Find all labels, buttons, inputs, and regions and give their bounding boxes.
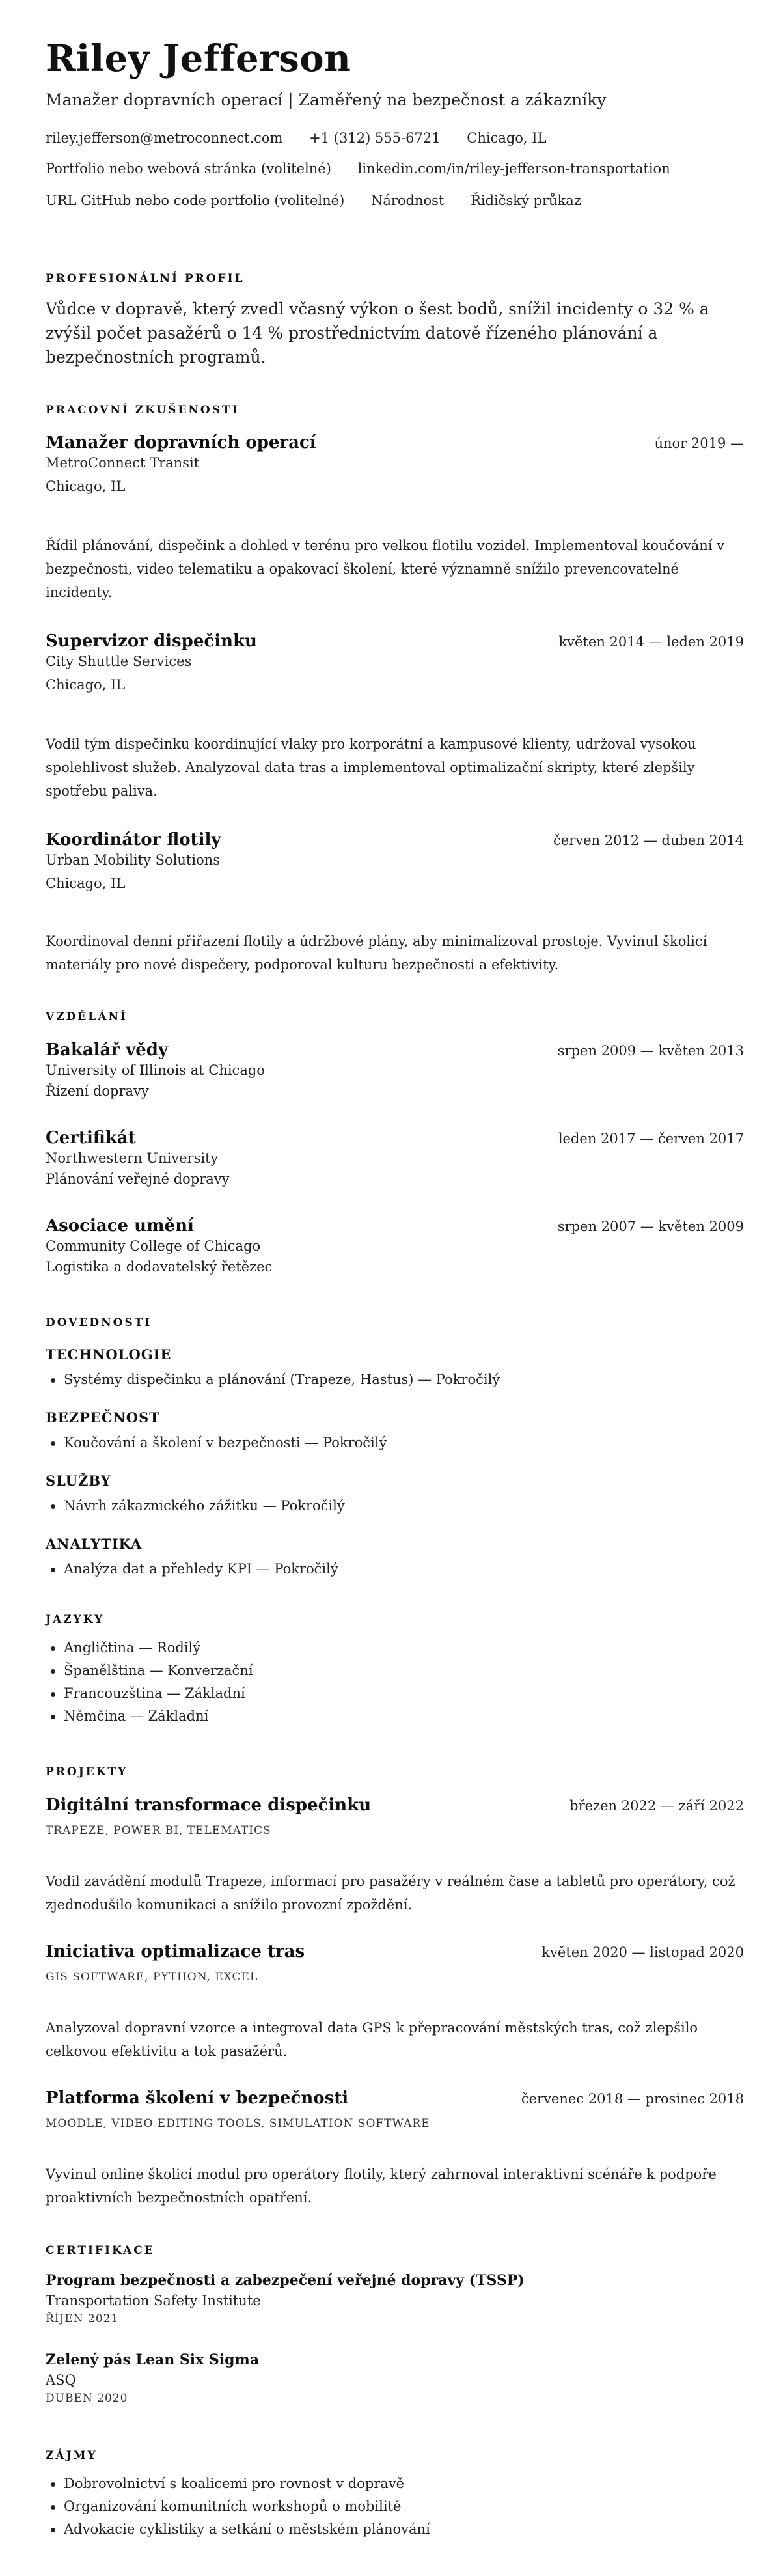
- certification-issuer: Transportation Safety Institute: [46, 2293, 261, 2308]
- school-name: Northwestern University: [46, 1150, 219, 1166]
- job-entry: [46, 433, 744, 494]
- certification-issuer: ASQ: [46, 2372, 76, 2388]
- job-company: Urban Mobility Solutions: [46, 852, 220, 868]
- project-dates: červenec 2018 — prosinec 2018: [521, 2091, 744, 2107]
- skill-list: [46, 1432, 387, 1454]
- degree-title: Bakalář vědy: [46, 1040, 169, 1060]
- skills-heading: DOVEDNOSTI: [46, 1316, 152, 1329]
- skill-group-name: BEZPEČNOST: [46, 1409, 160, 1426]
- job-description: Koordinoval denní přiřazení flotily a údržbové plány, aby minimalizoval prostoje. Vyvinul školicí materiály pro nové dispečery, podporoval kulturu bezpečnosti a efektivity.: [46, 934, 707, 973]
- certification-date: ŘÍJEN 2021: [46, 2312, 119, 2325]
- skill-list: [46, 1558, 338, 1581]
- study-field: Logistika a dodavatelský řetězec: [46, 1259, 273, 1275]
- skill-group-name: TECHNOLOGIE: [46, 1346, 172, 1363]
- contact-nationality: Národnost: [370, 193, 445, 208]
- project-title: Platforma školení v bezpečnosti: [46, 2088, 349, 2108]
- project-entry: [46, 1942, 744, 1984]
- job-location: Chicago, IL: [46, 677, 126, 693]
- job-location: Chicago, IL: [46, 876, 126, 891]
- contact-location: Chicago, IL: [467, 130, 547, 146]
- project-title: Digitální transformace dispečinku: [46, 1795, 372, 1815]
- contact-phone[interactable]: +1 (312) 555-6721: [309, 130, 441, 146]
- study-field: Plánování veřejné dopravy: [46, 1171, 230, 1187]
- project-tags: TRAPEZE, POWER BI, TELEMATICS: [46, 1824, 271, 1837]
- candidate-headline: Manažer dopravních operací | Zaměřený na bezpečnost a zákazníky: [46, 90, 607, 109]
- education-dates: leden 2017 — červen 2017: [558, 1131, 744, 1146]
- contact-line-1: [46, 130, 569, 146]
- interest-item: Dobrovolnictví s koalicemi pro rovnost v dopravě: [64, 2472, 430, 2495]
- project-tags: GIS SOFTWARE, PYTHON, EXCEL: [46, 1971, 258, 1984]
- project-dates: květen 2020 — listopad 2020: [541, 1945, 744, 1960]
- certification-date: DUBEN 2020: [46, 2392, 128, 2405]
- job-title: Koordinátor flotily: [46, 830, 221, 850]
- degree-title: Asociace umění: [46, 1216, 194, 1236]
- experience-heading: PRACOVNÍ ZKUŠENOSTI: [46, 404, 240, 417]
- project-tags: MOODLE, VIDEO EDITING TOOLS, SIMULATION SOFTWARE: [46, 2117, 430, 2130]
- job-entry: [46, 631, 744, 693]
- project-entry: [46, 1795, 744, 1837]
- interest-item: Organizování komunitních workshopů o mobilitě: [64, 2495, 430, 2518]
- job-company: MetroConnect Transit: [46, 455, 200, 471]
- job-description: Vodil tým dispečinku koordinující vlaky pro korporátní a kampusové klienty, udržoval vysokou spolehlivost služeb. Analyzoval data tras a implementoval optimalizační skripty, které zlepšily spotřebu paliva.: [46, 736, 696, 799]
- projects-heading: PROJEKTY: [46, 1766, 128, 1779]
- contact-line-3: [46, 193, 603, 208]
- language-item: Francouzština — Základní: [64, 1682, 253, 1705]
- interest-item: Advokacie cyklistiky a setkání o městském plánování: [64, 2518, 430, 2541]
- education-dates: srpen 2009 — květen 2013: [557, 1043, 744, 1059]
- job-dates: únor 2019 —: [654, 436, 744, 451]
- job-company: City Shuttle Services: [46, 654, 192, 669]
- skill-list: [46, 1495, 345, 1517]
- school-name: Community College of Chicago: [46, 1238, 261, 1254]
- skill-group-name: ANALYTIKA: [46, 1536, 143, 1552]
- profile-heading: PROFESIONÁLNÍ PROFIL: [46, 272, 245, 285]
- skill-list: [46, 1368, 500, 1391]
- certification-title: Zelený pás Lean Six Sigma: [46, 2351, 260, 2368]
- languages-heading: JAZYKY: [46, 1613, 105, 1626]
- job-description: Řídil plánování, dispečink a dohled v terénu pro velkou flotilu vozidel. Implementoval koučování v bezpečnosti, video telematiku a opakovací školení, které významně snížilo prevencovatelné incidenty.: [46, 538, 725, 600]
- job-dates: červen 2012 — duben 2014: [553, 833, 744, 848]
- job-title: Manažer dopravních operací: [46, 433, 316, 452]
- candidate-name: Riley Jefferson: [46, 37, 351, 80]
- project-title: Iniciativa optimalizace tras: [46, 1942, 305, 1961]
- certifications-heading: CERTIFIKACE: [46, 2244, 155, 2257]
- school-name: University of Illinois at Chicago: [46, 1062, 265, 1078]
- language-item: Španělština — Konverzační: [64, 1659, 253, 1682]
- interest-list: [46, 2472, 430, 2541]
- job-entry: [46, 830, 744, 891]
- contact-linkedin[interactable]: linkedin.com/in/riley-jefferson-transportation: [357, 161, 670, 176]
- interests-heading: ZÁJMY: [46, 2449, 98, 2462]
- education-entry: [46, 1128, 744, 1187]
- language-item: Němčina — Základní: [64, 1705, 253, 1728]
- skill-item: Návrh zákaznického zážitku — Pokročilý: [64, 1495, 345, 1517]
- job-title: Supervizor dispečinku: [46, 631, 257, 651]
- project-description: Vyvinul online školicí modul pro operátory flotily, který zahrnoval interaktivní scénáře k podpoře proaktivních bezpečnostních opatření.: [46, 2167, 717, 2206]
- job-location: Chicago, IL: [46, 478, 126, 494]
- skill-item: Analýza dat a přehledy KPI — Pokročilý: [64, 1558, 338, 1581]
- contact-github[interactable]: URL GitHub nebo code portfolio (volitelné): [46, 193, 345, 208]
- language-item: Angličtina — Rodilý: [64, 1637, 253, 1659]
- contact-email[interactable]: riley.jefferson@metroconnect.com: [46, 130, 283, 146]
- project-description: Vodil zavádění modulů Trapeze, informací pro pasažéry v reálném čase a tabletů pro operátory, což zjednodušilo komunikaci a snížilo provozní zpoždění.: [46, 1874, 735, 1913]
- skill-item: Systémy dispečinku a plánování (Trapeze, Hastus) — Pokročilý: [64, 1368, 500, 1391]
- certification-entry: [46, 2351, 744, 2405]
- degree-title: Certifikát: [46, 1128, 136, 1148]
- contact-portfolio[interactable]: Portfolio nebo webová stránka (volitelné): [46, 161, 331, 176]
- profile-summary: Vůdce v dopravě, který zvedl včasný výkon o šest bodů, snížil incidenty o 32 % a zvýšil počet pasažérů o 14 % prostřednictvím datově řízeného plánování a bezpečnostních programů.: [46, 299, 709, 367]
- contact-line-2: [46, 161, 692, 176]
- education-entry: [46, 1040, 744, 1099]
- project-description: Analyzoval dopravní vzorce a integroval data GPS k přepracování městských tras, což zlepšilo celkovou efektivitu a tok pasažérů.: [46, 2020, 698, 2059]
- education-dates: srpen 2007 — květen 2009: [557, 1219, 744, 1234]
- certification-entry: [46, 2272, 744, 2325]
- project-dates: březen 2022 — září 2022: [569, 1798, 744, 1814]
- education-entry: [46, 1216, 744, 1275]
- certification-title: Program bezpečnosti a zabezpečení veřejné dopravy (TSSP): [46, 2272, 525, 2289]
- job-dates: květen 2014 — leden 2019: [558, 634, 744, 650]
- language-list: [46, 1637, 253, 1728]
- skill-item: Koučování a školení v bezpečnosti — Pokročilý: [64, 1432, 387, 1454]
- skill-group-name: SLUŽBY: [46, 1473, 111, 1489]
- study-field: Řízení dopravy: [46, 1083, 149, 1099]
- project-entry: [46, 2088, 744, 2130]
- contact-license: Řidičský průkaz: [471, 193, 581, 208]
- education-heading: VZDĚLÁNÍ: [46, 1010, 128, 1023]
